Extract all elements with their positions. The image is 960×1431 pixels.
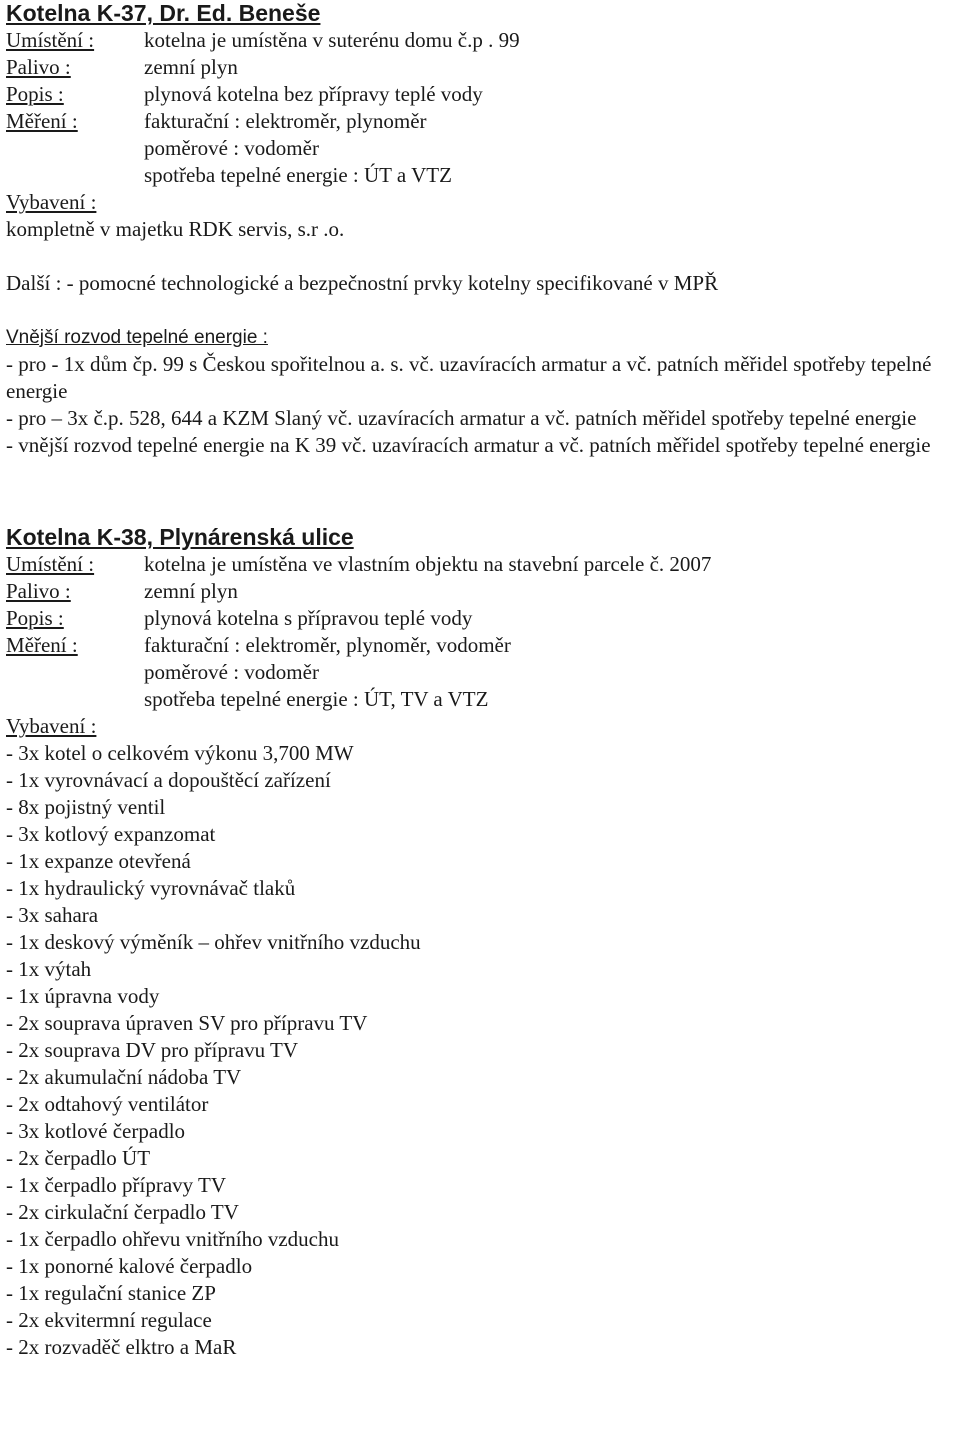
value-umisteni: kotelna je umístěna v suterénu domu č.p . 99	[144, 28, 520, 52]
row-mereni-spotreba	[6, 686, 956, 713]
list-item: - 1x čerpadlo přípravy TV	[6, 1173, 227, 1197]
section-k38	[6, 524, 956, 1361]
list-item: - 3x sahara	[6, 903, 99, 927]
label-vybaveni: Vybavení :	[6, 190, 97, 214]
value-mereni-spotreba: spotřeba tepelné energie : ÚT a VTZ	[144, 163, 452, 187]
list-item: - 3x kotel o celkovém výkonu 3,700 MW	[6, 741, 354, 765]
value-vybaveni: kompletně v majetku RDK servis, s.r .o.	[6, 217, 345, 241]
row-popis	[6, 605, 956, 632]
value-palivo: zemní plyn	[144, 579, 238, 603]
list-item: - 8x pojistný ventil	[6, 795, 166, 819]
label-popis: Popis :	[6, 82, 64, 106]
label-palivo: Palivo :	[6, 55, 71, 79]
value-mereni-pomerove: poměrové : vodoměr	[144, 660, 319, 684]
value-mereni-fakturacni: fakturační : elektroměr, plynoměr	[144, 109, 427, 133]
label-vnejsi-rozvod: Vnější rozvod tepelné energie :	[6, 327, 268, 348]
section-title-k37: Kotelna K-37, Dr. Ed. Beneše	[6, 0, 321, 26]
row-umisteni	[6, 551, 956, 578]
list-item: - 1x ponorné kalové čerpadlo	[6, 1254, 253, 1278]
label-mereni: Měření :	[6, 109, 78, 133]
value-mereni-fakturacni: fakturační : elektroměr, plynoměr, vodoměr	[144, 633, 511, 657]
list-item: - 1x úpravna vody	[6, 984, 160, 1008]
document-page	[6, 0, 956, 1361]
row-mereni	[6, 108, 956, 135]
value-popis: plynová kotelna bez přípravy teplé vody	[144, 82, 483, 106]
list-item: - 2x akumulační nádoba TV	[6, 1065, 242, 1089]
list-item: - 1x čerpadlo ohřevu vnitřního vzduchu	[6, 1227, 339, 1251]
dalsi-text: Další : - pomocné technologické a bezpečnostní prvky kotelny specifikované v MPŘ	[6, 271, 719, 295]
label-vybaveni: Vybavení :	[6, 714, 97, 738]
row-palivo	[6, 54, 956, 81]
list-item: - 2x rozvaděč elktro a MaR	[6, 1335, 237, 1359]
vnejsi-item-1: - pro - 1x dům čp. 99 s Českou spořitelnou a. s. vč. uzavíracích armatur a vč. patních měřidel spotřeby tepelné energie	[6, 352, 932, 403]
row-mereni	[6, 632, 956, 659]
row-popis	[6, 81, 956, 108]
value-umisteni: kotelna je umístěna ve vlastním objektu na stavební parcele č. 2007	[144, 552, 712, 576]
list-item: - 1x expanze otevřená	[6, 849, 191, 873]
label-umisteni: Umístění :	[6, 28, 95, 52]
vnejsi-item-2: - pro – 3x č.p. 528, 644 a KZM Slaný vč. uzavíracích armatur a vč. patních měřidel spotřeby tepelné energie	[6, 406, 917, 430]
list-item: - 3x kotlové čerpadlo	[6, 1119, 186, 1143]
list-item: - 2x souprava DV pro přípravu TV	[6, 1038, 299, 1062]
label-mereni: Měření :	[6, 633, 78, 657]
list-item: - 1x deskový výměník – ohřev vnitřního vzduchu	[6, 930, 421, 954]
label-popis: Popis :	[6, 606, 64, 630]
list-item: - 1x výtah	[6, 957, 92, 981]
vnejsi-item-3: - vnější rozvod tepelné energie na K 39 vč. uzavíracích armatur a vč. patních měřidel spotřeby tepelné energie	[6, 433, 931, 457]
value-mereni-spotreba: spotřeba tepelné energie : ÚT, TV a VTZ	[144, 687, 489, 711]
row-mereni-spotreba	[6, 162, 956, 189]
row-palivo	[6, 578, 956, 605]
vybaveni-list	[6, 740, 956, 1361]
list-item: - 2x odtahový ventilátor	[6, 1092, 209, 1116]
list-item: - 2x ekvitermní regulace	[6, 1308, 212, 1332]
label-palivo: Palivo :	[6, 579, 71, 603]
list-item: - 3x kotlový expanzomat	[6, 822, 216, 846]
value-palivo: zemní plyn	[144, 55, 238, 79]
list-item: - 1x regulační stanice ZP	[6, 1281, 216, 1305]
list-item: - 1x hydraulický vyrovnávač tlaků	[6, 876, 296, 900]
value-mereni-pomerove: poměrové : vodoměr	[144, 136, 319, 160]
list-item: - 2x čerpadlo ÚT	[6, 1146, 151, 1170]
value-popis: plynová kotelna s přípravou teplé vody	[144, 606, 473, 630]
label-umisteni: Umístění :	[6, 552, 95, 576]
list-item: - 2x cirkulační čerpadlo TV	[6, 1200, 239, 1224]
list-item: - 1x vyrovnávací a dopouštěcí zařízení	[6, 768, 331, 792]
list-item: - 2x souprava úpraven SV pro přípravu TV	[6, 1011, 368, 1035]
section-k37	[6, 0, 956, 459]
row-mereni-pomerove	[6, 135, 956, 162]
row-mereni-pomerove	[6, 659, 956, 686]
section-title-k38: Kotelna K-38, Plynárenská ulice	[6, 524, 354, 550]
row-umisteni	[6, 27, 956, 54]
